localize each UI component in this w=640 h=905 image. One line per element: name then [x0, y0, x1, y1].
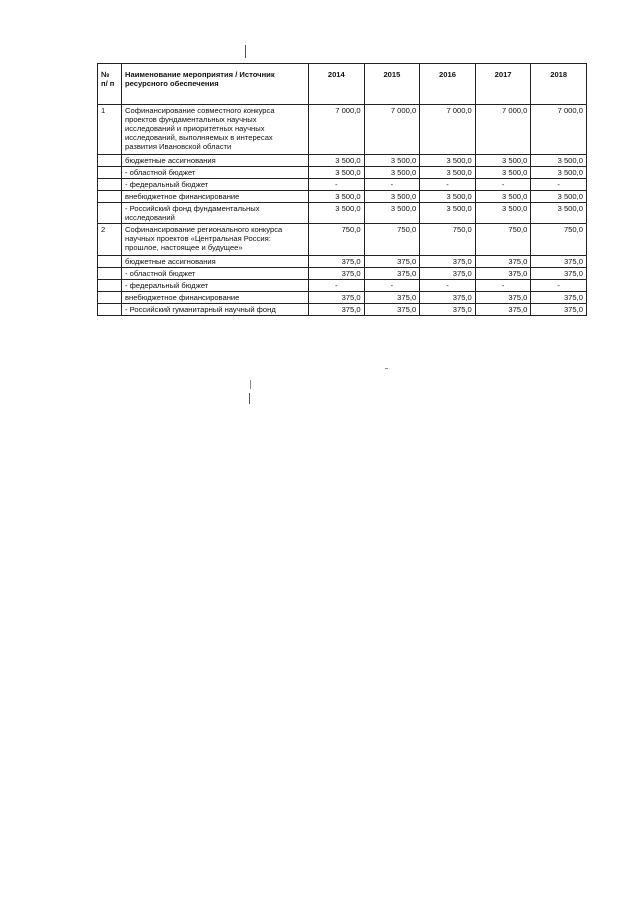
- row-value: 7 000,0: [364, 105, 420, 155]
- row-value: -: [364, 179, 420, 191]
- row-value: 3 500,0: [309, 203, 365, 224]
- row-number: [98, 203, 122, 224]
- header-name: Наименование мероприятия / Источник ресурсного обеспечения: [122, 64, 309, 105]
- row-number: [98, 292, 122, 304]
- row-value: 375,0: [531, 268, 587, 280]
- header-year: 2015: [364, 64, 420, 105]
- row-name: - Российский гуманитарный научный фонд: [122, 304, 309, 316]
- row-value: 3 500,0: [531, 191, 587, 203]
- row-number: [98, 280, 122, 292]
- row-number: [98, 191, 122, 203]
- row-value: 3 500,0: [475, 203, 531, 224]
- row-value: 750,0: [420, 224, 476, 256]
- row-value: 375,0: [309, 304, 365, 316]
- scan-artifact: [245, 45, 246, 58]
- row-value: 3 500,0: [531, 203, 587, 224]
- row-number: [98, 304, 122, 316]
- table-row: [98, 179, 587, 191]
- row-value: 375,0: [364, 304, 420, 316]
- header-year: 2014: [309, 64, 365, 105]
- row-value: 375,0: [475, 268, 531, 280]
- funding-table: [97, 63, 587, 316]
- row-value: 750,0: [309, 224, 365, 256]
- row-value: -: [531, 179, 587, 191]
- table-row: [98, 268, 587, 280]
- row-name: Софинансирование совместного конкурса проектов фундаментальных научных исследований и приоритетных научных исследований, выполняемых в интересах развития Ивановской области: [122, 105, 309, 155]
- row-value: 3 500,0: [420, 203, 476, 224]
- row-name: Софинансирование регионального конкурса научных проектов «Центральная Россия: прошлое, настоящее и будущее»: [122, 224, 309, 256]
- table-row: [98, 203, 587, 224]
- row-name: - Российский фонд фундаментальных исследований: [122, 203, 309, 224]
- row-value: -: [475, 179, 531, 191]
- row-value: 375,0: [420, 268, 476, 280]
- row-value: 750,0: [475, 224, 531, 256]
- row-value: 3 500,0: [364, 191, 420, 203]
- table-header-row: [98, 64, 587, 105]
- row-value: 375,0: [364, 292, 420, 304]
- table-body: [98, 105, 587, 316]
- row-name: - федеральный бюджет: [122, 179, 309, 191]
- row-value: 375,0: [420, 304, 476, 316]
- row-value: 375,0: [364, 268, 420, 280]
- row-value: 7 000,0: [420, 105, 476, 155]
- row-name: бюджетные ассигнования: [122, 256, 309, 268]
- row-number: 1: [98, 105, 122, 155]
- table-row: [98, 167, 587, 179]
- table-row: [98, 304, 587, 316]
- row-value: 375,0: [475, 256, 531, 268]
- row-value: 375,0: [475, 304, 531, 316]
- row-value: -: [309, 179, 365, 191]
- row-name: внебюджетное финансирование: [122, 292, 309, 304]
- row-value: -: [364, 280, 420, 292]
- row-value: 750,0: [531, 224, 587, 256]
- row-value: 3 500,0: [420, 155, 476, 167]
- row-value: 3 500,0: [420, 191, 476, 203]
- header-year: 2018: [531, 64, 587, 105]
- row-value: -: [475, 280, 531, 292]
- row-value: 3 500,0: [420, 167, 476, 179]
- row-value: 7 000,0: [475, 105, 531, 155]
- row-value: -: [420, 280, 476, 292]
- table-row: [98, 292, 587, 304]
- row-value: 3 500,0: [364, 155, 420, 167]
- row-name: бюджетные ассигнования: [122, 155, 309, 167]
- table-row: [98, 105, 587, 155]
- row-value: 3 500,0: [309, 191, 365, 203]
- row-number: [98, 167, 122, 179]
- row-value: 3 500,0: [475, 167, 531, 179]
- scan-artifact: [250, 380, 251, 389]
- row-value: 375,0: [309, 292, 365, 304]
- row-value: 375,0: [531, 292, 587, 304]
- table-row: [98, 191, 587, 203]
- row-value: 375,0: [309, 256, 365, 268]
- header-number: № п/ п: [98, 64, 122, 105]
- row-value: 3 500,0: [531, 167, 587, 179]
- row-value: 3 500,0: [309, 155, 365, 167]
- row-value: 3 500,0: [475, 191, 531, 203]
- row-value: 375,0: [531, 304, 587, 316]
- row-number: 2: [98, 224, 122, 256]
- table-row: [98, 256, 587, 268]
- row-value: -: [420, 179, 476, 191]
- table-row: [98, 155, 587, 167]
- row-value: 375,0: [420, 256, 476, 268]
- scan-artifact: [385, 368, 388, 369]
- header-year: 2016: [420, 64, 476, 105]
- row-number: [98, 179, 122, 191]
- row-number: [98, 268, 122, 280]
- row-value: 375,0: [420, 292, 476, 304]
- row-value: 375,0: [531, 256, 587, 268]
- table-row: [98, 280, 587, 292]
- row-value: 375,0: [364, 256, 420, 268]
- row-value: 3 500,0: [364, 203, 420, 224]
- row-number: [98, 256, 122, 268]
- row-value: 3 500,0: [475, 155, 531, 167]
- row-number: [98, 155, 122, 167]
- row-value: -: [309, 280, 365, 292]
- row-value: 7 000,0: [531, 105, 587, 155]
- row-name: - областной бюджет: [122, 268, 309, 280]
- row-value: -: [531, 280, 587, 292]
- table-row: [98, 224, 587, 256]
- row-name: - областной бюджет: [122, 167, 309, 179]
- row-name: - федеральный бюджет: [122, 280, 309, 292]
- row-value: 3 500,0: [531, 155, 587, 167]
- row-name: внебюджетное финансирование: [122, 191, 309, 203]
- header-year: 2017: [475, 64, 531, 105]
- row-value: 3 500,0: [309, 167, 365, 179]
- scan-artifact: [249, 393, 250, 404]
- row-value: 750,0: [364, 224, 420, 256]
- row-value: 7 000,0: [309, 105, 365, 155]
- row-value: 3 500,0: [364, 167, 420, 179]
- row-value: 375,0: [309, 268, 365, 280]
- row-value: 375,0: [475, 292, 531, 304]
